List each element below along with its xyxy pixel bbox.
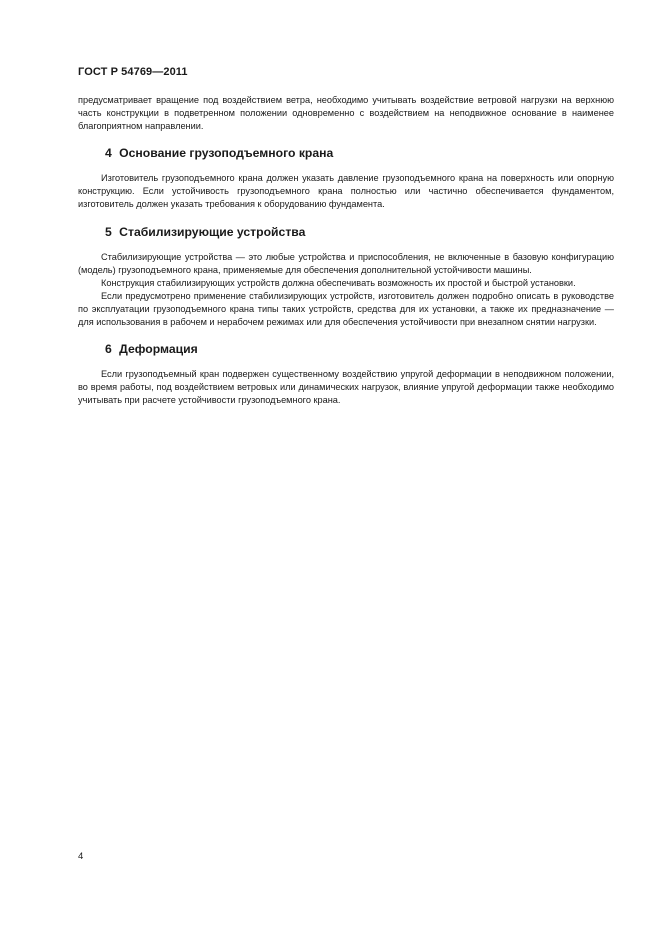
section-5-paragraph-3: Если предусмотрено применение стабилизирующих устройств, изготовитель должен подробно описать в руководстве по эксплуатации грузоподъемного крана типы таких устройств, средства для их установки, а также их предназначение — для использования в рабочем и нерабочем режимах или для обеспечения устойчивости при внезапном снятии нагрузки. bbox=[78, 290, 614, 328]
section-heading-6 bbox=[78, 341, 614, 357]
section-title: Стабилизирующие устройства bbox=[119, 224, 306, 239]
section-5-paragraph-2: Конструкция стабилизирующих устройств должна обеспечивать возможность их простой и быстрой установки. bbox=[101, 277, 576, 288]
section-number: 4 bbox=[105, 146, 112, 161]
section-heading-4 bbox=[78, 145, 614, 161]
section-heading-5 bbox=[78, 224, 614, 240]
intro-paragraph: предусматривает вращение под воздействием ветра, необходимо учитывать воздействие ветровой нагрузки на верхнюю часть конструкции в подветренном положении одновременно с воздействием на неподвижное основание в наименее благоприятном направлении. bbox=[78, 95, 614, 132]
section-4-paragraph-1: Изготовитель грузоподъемного крана должен указать давление грузоподъемного крана на поверхность или опорную конструкцию. Если устойчивость грузоподъемного крана полностью или частично обеспечивается фундаментом, изготовитель должен указать требования к оборудованию фундамента. bbox=[78, 173, 614, 210]
section-title: Деформация bbox=[119, 342, 198, 357]
document-body bbox=[78, 94, 614, 407]
page-number: 4 bbox=[78, 851, 84, 862]
section-number: 5 bbox=[105, 224, 112, 239]
document-header-code: ГОСТ Р 54769—2011 bbox=[78, 66, 188, 78]
section-title: Основание грузоподъемного крана bbox=[119, 146, 334, 161]
section-6-paragraph-1: Если грузоподъемный кран подвержен существенному воздействию упругой деформации в неподвижном положении, во время работы, под воздействием ветровых или динамических нагрузок, влияние упругой деформации также необходимо учитывать при расчете устойчивости грузоподъемного крана. bbox=[78, 369, 614, 406]
section-5-paragraph-1: Стабилизирующие устройства — это любые устройства и приспособления, не включенные в базовую конфигурацию (модель) грузоподъемного крана, применяемые для обеспечения дополнительной устойчивости машины. bbox=[78, 251, 614, 275]
section-number: 6 bbox=[105, 342, 112, 357]
